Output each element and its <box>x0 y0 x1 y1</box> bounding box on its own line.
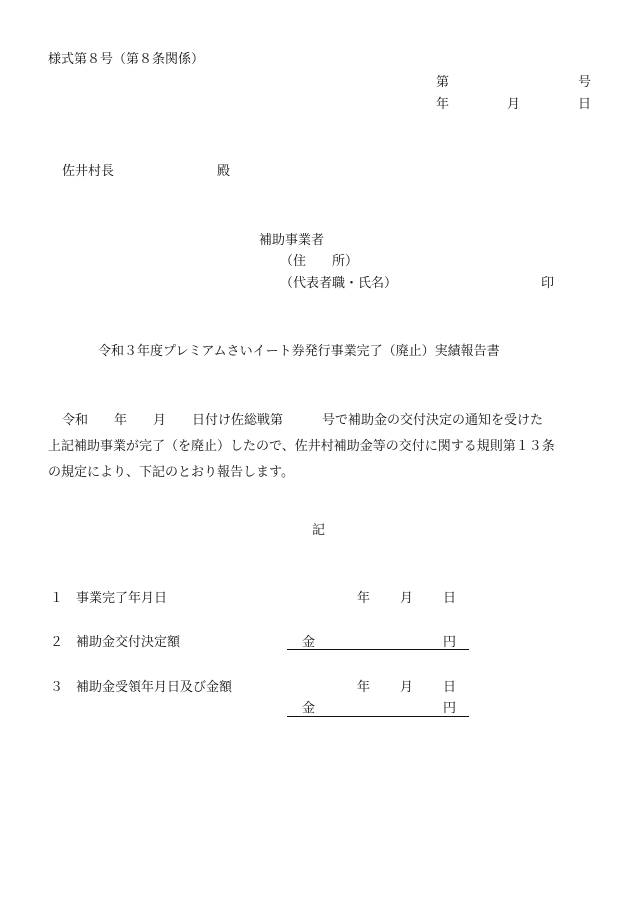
item-3-label: 補助金受領年月日及び金額 <box>76 680 233 695</box>
doc-number-prefix: 第 <box>436 75 450 90</box>
item-2-underline <box>287 649 469 650</box>
item-1-year: 年 <box>357 591 371 606</box>
item-1-day: 日 <box>443 591 457 606</box>
body-line-2: 上記補助事業が完了（を廃止）したので、佐井村補助金等の交付に関する規則第１３条 <box>48 439 555 454</box>
seal-mark: 印 <box>541 276 555 291</box>
item-3-year: 年 <box>357 680 371 695</box>
addressee-honorific: 殿 <box>217 164 231 179</box>
item-1-number: １ <box>50 591 64 606</box>
ki-heading: 記 <box>312 523 326 538</box>
item-3-day: 日 <box>443 680 457 695</box>
doc-number-suffix: 号 <box>578 75 592 90</box>
item-3-underline <box>287 716 469 717</box>
form-label: 様式第８号（第８条関係） <box>48 52 205 67</box>
applicant-heading: 補助事業者 <box>259 233 325 248</box>
doc-date-day: 日 <box>578 97 592 112</box>
applicant-representative-label: （代表者職・氏名） <box>280 276 398 291</box>
item-2-kin: 金 <box>302 635 316 650</box>
item-3-yen: 円 <box>443 701 457 716</box>
applicant-address-label: （住 所） <box>280 254 359 269</box>
item-1-label: 事業完了年月日 <box>76 591 168 606</box>
body-line-3: の規定により、下記のとおり報告します。 <box>48 465 294 480</box>
body-line-1: 令和 年 月 日付け佐総戦第 号で補助金の交付決定の通知を受けた <box>62 413 544 428</box>
doc-date-year: 年 <box>436 97 450 112</box>
item-3-kin: 金 <box>302 701 316 716</box>
doc-date-month: 月 <box>507 97 521 112</box>
addressee-name: 佐井村長 <box>62 164 115 179</box>
item-3-number: ３ <box>50 680 64 695</box>
item-2-yen: 円 <box>443 635 457 650</box>
body-paragraph <box>48 408 596 486</box>
item-2-number: ２ <box>50 635 64 650</box>
document-title: 令和３年度プレミアムさいイート券発行事業完了（廃止）実績報告書 <box>98 344 500 359</box>
item-2-label: 補助金交付決定額 <box>76 635 181 650</box>
item-1-month: 月 <box>400 591 414 606</box>
item-3-month: 月 <box>400 680 414 695</box>
